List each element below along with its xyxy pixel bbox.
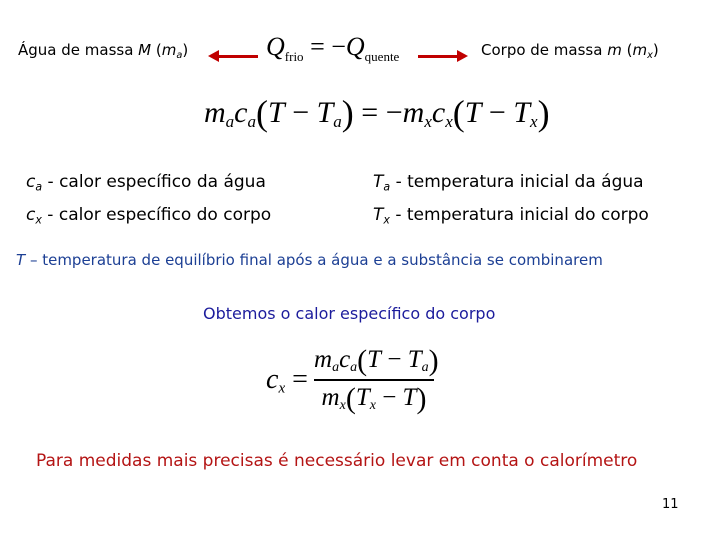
page-number: 11 bbox=[662, 497, 679, 512]
definition-ca: $c_a$ - calor específico da água bbox=[26, 172, 266, 194]
definition-t: T – temperatura de equilíbrio final após a água e a substância se combinarem bbox=[16, 251, 603, 269]
water-mass-label: Água de massa M $(m_a)$ bbox=[18, 41, 189, 61]
calorimetry-equation: $m_ac_a(T - T_a) = -m_xc_x(T - T_x)$ bbox=[204, 93, 550, 133]
definition-cx: $c_x$ - calor específico do corpo bbox=[26, 205, 272, 227]
formula-fraction bbox=[314, 344, 439, 416]
conclusion-text: Obtemos o calor específico do corpo bbox=[203, 304, 496, 323]
arrow-right-icon bbox=[418, 55, 460, 58]
definition-tx: $T_x$ - temperatura inicial do corpo bbox=[373, 205, 649, 227]
fraction-bar bbox=[314, 379, 434, 381]
body-mass-label: Corpo de massa m $(m_x)$ bbox=[481, 41, 659, 61]
calorimeter-note: Para medidas mais precisas é necessário levar em conta o calorímetro bbox=[36, 451, 638, 471]
fraction-denominator: $m_x(T_x - T)$ bbox=[321, 381, 427, 415]
heat-balance-equation: $Q_{frio} = -Q_{quente}$ bbox=[266, 32, 400, 64]
formula-lhs: $c_x$ = bbox=[266, 364, 308, 397]
arrow-left-icon bbox=[216, 55, 258, 58]
definition-ta: $T_a$ - temperatura inicial da água bbox=[373, 172, 644, 194]
specific-heat-formula bbox=[266, 344, 466, 414]
fraction-numerator: $m_ac_a(T - T_a)$ bbox=[314, 344, 439, 377]
